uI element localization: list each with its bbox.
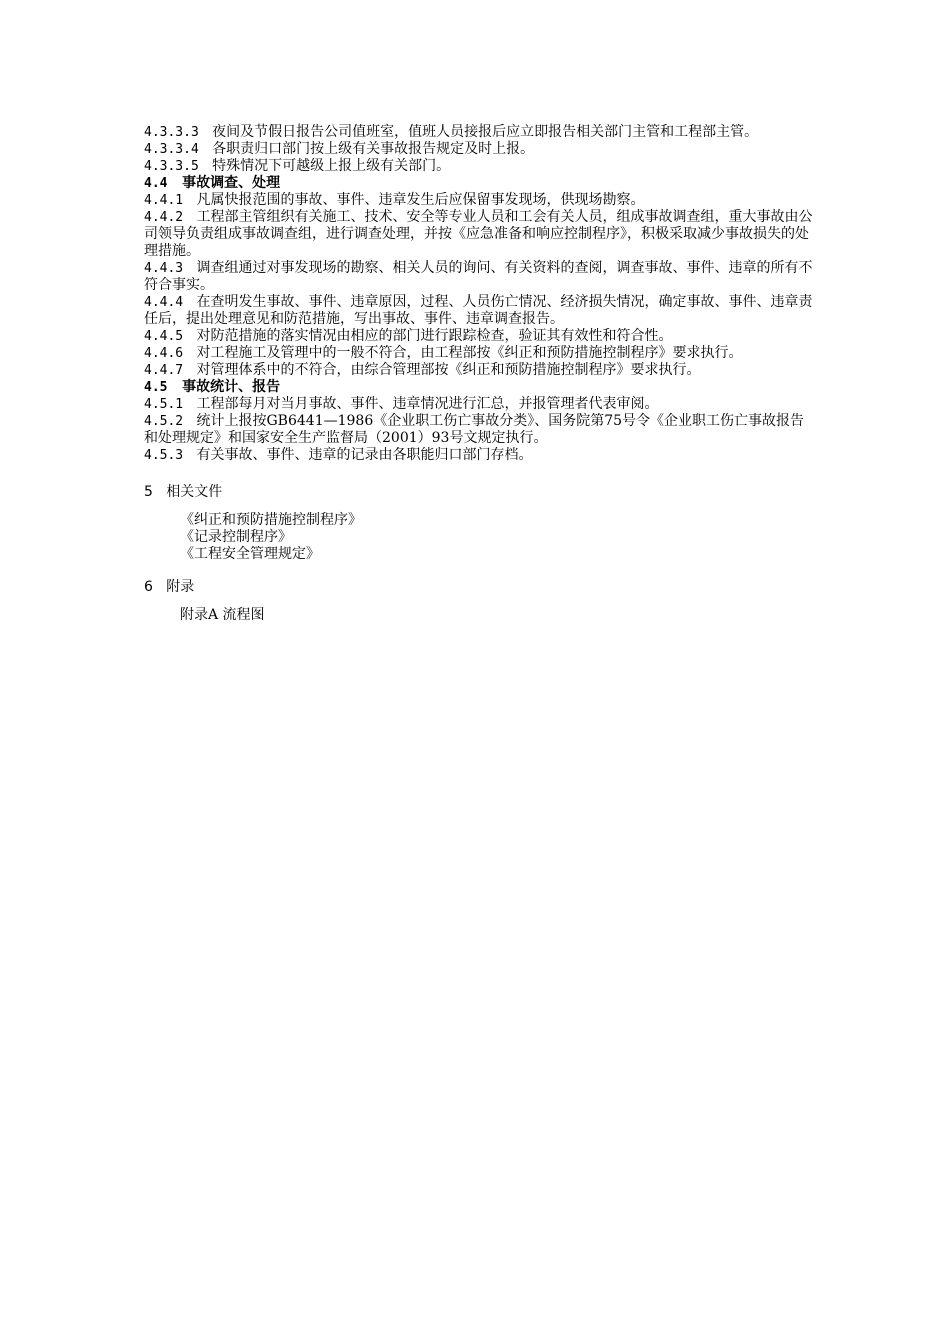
spacer — [144, 464, 814, 482]
clause-number: 4.4.2 — [144, 210, 184, 225]
clause-text: 有关事故、事件、违章的记录由各职能归口部门存档。 — [196, 447, 533, 463]
clause-4-4-6 — [144, 345, 814, 362]
clause-4-5-3 — [144, 447, 814, 464]
clause-number: 4.3.3.5 — [144, 159, 199, 174]
spacer — [144, 597, 814, 607]
section-6-heading — [144, 577, 814, 597]
clause-4-4-1 — [144, 192, 814, 209]
clause-text: 在查明发生事故、事件、违章原因，过程、人员伤亡情况、经济损失情况，确定事故、事件、违章责任后，提出处理意见和防范措施，写出事故、事件、违章调查报告。 — [144, 294, 813, 327]
clause-4-5-2 — [144, 413, 814, 447]
clause-number: 4.5.2 — [144, 414, 184, 429]
heading-4-4 — [144, 175, 814, 192]
clause-number: 4.4.1 — [144, 193, 184, 208]
clause-text: 对管理体系中的不符合，由综合管理部按《纠正和预防措施控制程序》要求执行。 — [196, 362, 701, 378]
section-number: 6 — [144, 579, 153, 595]
clause-4-3-3-3 — [144, 124, 814, 141]
clause-number: 4.3.3.4 — [144, 142, 199, 157]
clause-number: 4.4.3 — [144, 261, 184, 276]
clause-4-4-4 — [144, 294, 814, 328]
clause-text: 各职责归口部门按上级有关事故报告规定及时上报。 — [212, 141, 535, 157]
clause-text: 特殊情况下可越级上报上级有关部门。 — [212, 158, 451, 174]
clause-text: 对工程施工及管理中的一般不符合，由工程部按《纠正和预防措施控制程序》要求执行。 — [196, 345, 743, 361]
clause-text: 调查组通过对事发现场的勘察、相关人员的询问、有关资料的查阅，调查事故、事件、违章的所有不符合事实。 — [144, 260, 813, 293]
clause-4-4-7 — [144, 362, 814, 379]
appendix-item: 附录A 流程图 — [180, 607, 265, 623]
clause-4-5-1 — [144, 396, 814, 413]
clause-4-3-3-4 — [144, 141, 814, 158]
clause-number: 4.5.1 — [144, 397, 184, 412]
clause-number: 4.3.3.3 — [144, 125, 199, 140]
section-title: 附录 — [166, 579, 195, 595]
section-title: 相关文件 — [166, 484, 223, 500]
clause-text: 统计上报按GB6441—1986《企业职工伤亡事故分类》、国务院第75号令《企业职工伤亡事故报告和处理规定》和国家安全生产监督局（2001）93号文规定执行。 — [144, 413, 805, 446]
related-doc-item: 《工程安全管理规定》 — [180, 546, 320, 562]
clause-4-4-3 — [144, 260, 814, 294]
clause-number: 4.4.5 — [144, 329, 184, 344]
spacer — [144, 563, 814, 577]
heading-4-5 — [144, 379, 814, 396]
clause-number: 4.4.7 — [144, 363, 184, 378]
clause-text: 凡属快报范围的事故、事件、违章发生后应保留事发现场，供现场勘察。 — [196, 192, 645, 208]
section-5-heading — [144, 482, 814, 502]
spacer — [144, 502, 814, 512]
clause-text: 工程部主管组织有关施工、技术、安全等专业人员和工会有关人员，组成事故调查组，重大事故由公司领导负责组成事故调查组，进行调查处理，并按《应急准备和响应控制程序》，积极采取减少事故损失的处理措施。 — [144, 209, 813, 259]
document-body — [144, 124, 814, 624]
clause-number: 4.4.4 — [144, 295, 184, 310]
related-doc-item: 《纠正和预防措施控制程序》 — [180, 512, 362, 528]
heading-number: 4.4 — [144, 176, 168, 191]
heading-title: 事故调查、处理 — [182, 175, 281, 191]
clause-text: 夜间及节假日报告公司值班室，值班人员接报后应立即报告相关部门主管和工程部主管。 — [212, 124, 759, 140]
clause-number: 4.5.3 — [144, 448, 184, 463]
related-doc-item: 《记录控制程序》 — [180, 529, 292, 545]
heading-title: 事故统计、报告 — [182, 379, 281, 395]
clause-text: 工程部每月对当月事故、事件、违章情况进行汇总，并报管理者代表审阅。 — [196, 396, 659, 412]
clause-number: 4.4.6 — [144, 346, 184, 361]
clause-4-4-5 — [144, 328, 814, 345]
heading-number: 4.5 — [144, 380, 168, 395]
clause-4-4-2 — [144, 209, 814, 260]
clause-4-3-3-5 — [144, 158, 814, 175]
section-number: 5 — [144, 484, 153, 500]
clause-text: 对防范措施的落实情况由相应的部门进行跟踪检查，验证其有效性和符合性。 — [196, 328, 673, 344]
